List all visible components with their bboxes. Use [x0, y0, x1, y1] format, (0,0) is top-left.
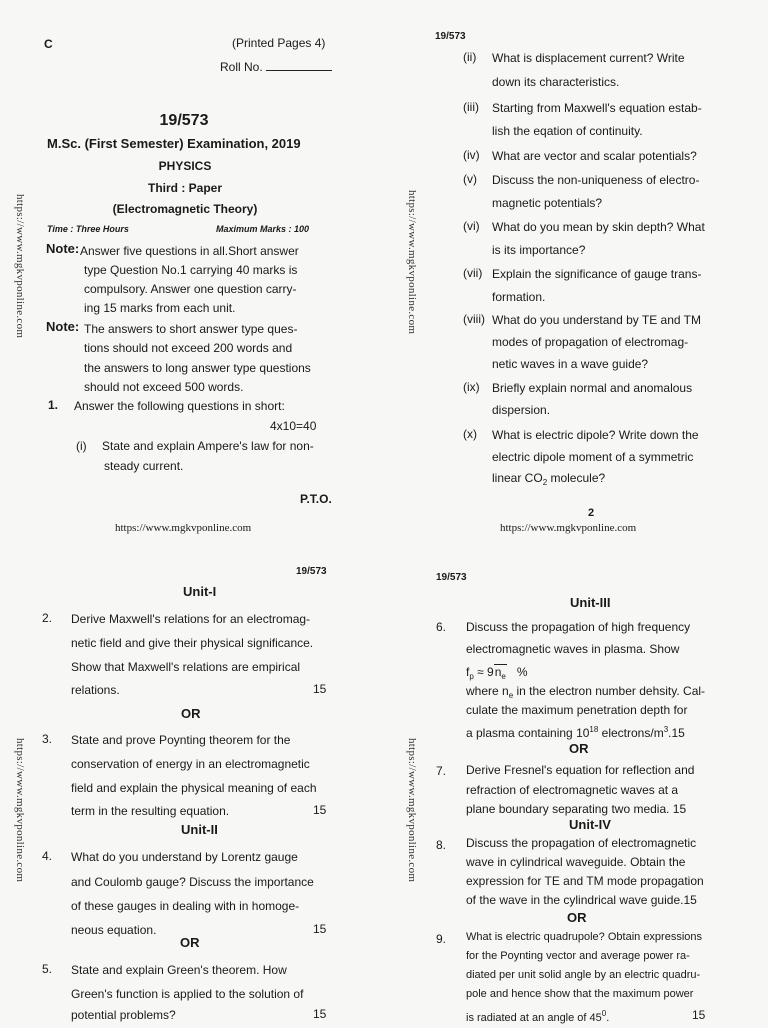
- side-watermark-url: https://www.mgkvponline.com: [14, 738, 26, 883]
- q2-line-1: Derive Maxwell's relations for an electromag-: [71, 612, 311, 626]
- q2-number: 2.: [42, 611, 53, 625]
- page1-footer-url: https://www.mgkvponline.com: [115, 522, 252, 534]
- q1-i-line-1: State and explain Ampere's law for non-: [102, 439, 314, 453]
- item-vi-number: (vi): [463, 219, 480, 233]
- page2-footer-url: https://www.mgkvponline.com: [500, 522, 637, 534]
- item-vii-number: (vii): [463, 266, 483, 280]
- q9-line-5: is radiated at an angle of $45^0$.: [466, 1009, 610, 1024]
- note2-line-4: should not exceed 500 words.: [84, 380, 244, 394]
- printed-pages: (Printed Pages 4): [232, 36, 326, 50]
- q3-number: 3.: [42, 732, 53, 746]
- q8-line-1: Discuss the propagation of electromagnetic: [466, 836, 697, 850]
- q4-line-3: of these gauges in dealing with in homoge-: [71, 899, 300, 913]
- note1-line-4: ing 15 marks from each unit.: [84, 301, 236, 315]
- q2-marks: 15: [313, 682, 327, 696]
- q1-i-number: (i): [76, 439, 87, 453]
- unit-i-heading: Unit-I: [183, 584, 217, 599]
- note1-line-2: type Question No.1 carrying 40 marks is: [84, 263, 298, 277]
- or-divider-2: OR: [180, 935, 200, 950]
- q5-number: 5.: [42, 962, 53, 976]
- q7-line-1: Derive Fresnel's equation for reflection and: [466, 763, 695, 777]
- q3-line-2: conservation of energy in an electromagnetic: [71, 757, 310, 771]
- item-viii-number: (viii): [463, 312, 485, 326]
- unit-ii-heading: Unit-II: [181, 822, 218, 837]
- note2-label: Note:: [46, 319, 80, 334]
- note1-line-3: compulsory. Answer one question carry-: [84, 282, 297, 296]
- item-ix-line-1: Briefly explain normal and anomalous: [492, 381, 693, 395]
- or-divider-1: OR: [569, 741, 589, 756]
- q4-line-2: and Coulomb gauge? Discuss the importance: [71, 875, 314, 889]
- q6-line-5: culate the maximum penetration depth for: [466, 703, 688, 717]
- side-watermark-url: https://www.mgkvponline.com: [406, 738, 418, 883]
- item-ii-number: (ii): [463, 50, 477, 64]
- q2-line-3: Show that Maxwell's relations are empirical: [71, 660, 301, 674]
- q6-line-6: a plasma containing $10^{18}$ electrons/$m^3.15$: [466, 725, 685, 740]
- side-watermark-url: https://www.mgkvponline.com: [406, 190, 418, 335]
- q4-number: 4.: [42, 849, 53, 863]
- or-divider-2: OR: [567, 910, 587, 925]
- item-viii-line-1: What do you understand by TE and TM: [492, 313, 702, 327]
- q5-line-2: Green's function is applied to the solution of: [71, 987, 304, 1001]
- note2-line-1: The answers to short answer type ques-: [84, 322, 298, 336]
- q7-line-3: plane boundary separating two media. 15: [466, 802, 687, 816]
- q6-line-1: Discuss the propagation of high frequency: [466, 620, 691, 634]
- item-vii-line-1: Explain the significance of gauge trans-: [492, 267, 702, 281]
- item-v-line-1: Discuss the non-uniqueness of electro-: [492, 173, 700, 187]
- q9-line-3: diated per unit solid angle by an electric quadru-: [466, 969, 701, 981]
- q1-i-line-2: steady current.: [104, 459, 184, 473]
- time-allowed: Time : Three Hours: [47, 224, 129, 234]
- item-iii-line-1: Starting from Maxwell's equation estab-: [492, 101, 702, 115]
- paper-code: 19/573: [296, 566, 327, 577]
- q2-line-2: netic field and give their physical significance.: [71, 636, 314, 650]
- q9-marks: 15: [692, 1008, 706, 1022]
- pto: P.T.O.: [300, 492, 332, 506]
- q3-line-3: field and explain the physical meaning of each: [71, 781, 317, 795]
- or-divider-1: OR: [181, 706, 201, 721]
- exam-page-2: [384, 0, 768, 519]
- q1-text: Answer the following questions in short:: [74, 399, 285, 413]
- item-vii-line-2: formation.: [492, 290, 546, 304]
- side-watermark-url: https://www.mgkvponline.com: [14, 194, 26, 339]
- unit-iv-heading: Unit-IV: [569, 817, 611, 832]
- exam-page-4: [384, 512, 768, 1024]
- q8-line-3: expression for TE and TM mode propagation: [466, 874, 704, 888]
- corner-letter: C: [44, 37, 53, 51]
- item-viii-line-2: modes of propagation of electromag-: [492, 335, 689, 349]
- q3-marks: 15: [313, 803, 327, 817]
- note1-label: Note:: [46, 241, 80, 256]
- item-viii-line-3: netic waves in a wave guide?: [492, 357, 649, 371]
- item-ii-line-2: down its characteristics.: [492, 75, 620, 89]
- q2-line-4: relations.: [71, 683, 120, 697]
- item-ix-line-2: dispersion.: [492, 403, 551, 417]
- item-iii-line-2: lish the eqation of continuity.: [492, 124, 643, 138]
- q3-line-1: State and prove Poynting theorem for the: [71, 733, 291, 747]
- item-ii-line-1: What is displacement current? Write: [492, 51, 685, 65]
- q1-marks: 4x10=40: [270, 419, 317, 433]
- paper-name: (Electromagnetic Theory): [112, 202, 258, 216]
- q8-line-4: of the wave in the cylindrical wave guide.15: [466, 893, 697, 907]
- q4-marks: 15: [313, 922, 327, 936]
- note1-line-1: Answer five questions in all.Short answer: [80, 244, 299, 258]
- item-v-number: (v): [463, 172, 477, 186]
- item-iv-line-1: What are vector and scalar potentials?: [492, 149, 697, 163]
- page-number: 2: [588, 507, 595, 519]
- q3-line-4: term in the resulting equation.: [71, 804, 230, 818]
- q9-line-2: for the Poynting vector and average power ra-: [466, 950, 690, 962]
- paper-code: 19/573: [436, 572, 467, 583]
- unit-iii-heading: Unit-III: [570, 595, 611, 610]
- q5-marks: 15: [313, 1007, 327, 1021]
- item-x-line-1: What is electric dipole? Write down the: [492, 428, 699, 442]
- q4-line-1: What do you understand by Lorentz gauge: [71, 850, 298, 864]
- maximum-marks: Maximum Marks : 100: [216, 224, 310, 234]
- q7-number: 7.: [436, 764, 447, 778]
- exam-title: M.Sc. (First Semester) Examination, 2019: [47, 136, 301, 151]
- q7-line-2: refraction of electromagnetic waves at a: [466, 783, 679, 797]
- paper-code: 19/573: [159, 112, 209, 129]
- note2-line-3: the answers to long answer type questions: [84, 361, 311, 375]
- q9-line-4: pole and hence show that the maximum power: [466, 988, 694, 1000]
- q6-line-4: where $n_e$ in the electron number dehsity. Cal-: [466, 684, 706, 700]
- note2-line-2: tions should not exceed 200 words and: [84, 341, 293, 355]
- exam-page-3: [0, 512, 384, 1024]
- roll-no-label: Roll No.: [220, 60, 263, 74]
- q8-line-2: wave in cylindrical waveguide. Obtain the: [466, 855, 686, 869]
- roll-no: [220, 57, 332, 77]
- q9-line-1: What is electric quadrupole? Obtain expressions: [466, 931, 703, 943]
- item-ix-number: (ix): [463, 380, 480, 394]
- q4-line-4: neous equation.: [71, 923, 157, 937]
- item-iv-number: (iv): [463, 148, 480, 162]
- item-vi-line-2: is its importance?: [492, 243, 586, 257]
- q9-number: 9.: [436, 932, 447, 946]
- item-v-line-2: magnetic potentials?: [492, 196, 603, 210]
- item-x-line-2: electric dipole moment of a symmetric: [492, 450, 694, 464]
- item-x-number: (x): [463, 427, 477, 441]
- paper-code: 19/573: [435, 31, 466, 42]
- q5-line-1: State and explain Green's theorem. How: [71, 963, 287, 977]
- q6-line-2: electromagnetic waves in plasma. Show: [466, 642, 680, 656]
- q6-formula: $f_p \approx 9n_e$ %: [466, 665, 528, 681]
- q5-line-3: potential problems?: [71, 1008, 176, 1022]
- q8-number: 8.: [436, 838, 447, 852]
- q6-number: 6.: [436, 620, 447, 634]
- item-vi-line-1: What do you mean by skin depth? What: [492, 220, 705, 234]
- q1-number: 1.: [48, 398, 59, 412]
- item-x-line-3: linear $CO_2$ molecule?: [492, 471, 606, 487]
- subject: PHYSICS: [158, 159, 212, 173]
- exam-page-1: [0, 0, 384, 512]
- item-iii-number: (iii): [463, 100, 479, 114]
- roll-no-blank: [266, 60, 332, 71]
- paper-number: Third : Paper: [147, 181, 222, 195]
